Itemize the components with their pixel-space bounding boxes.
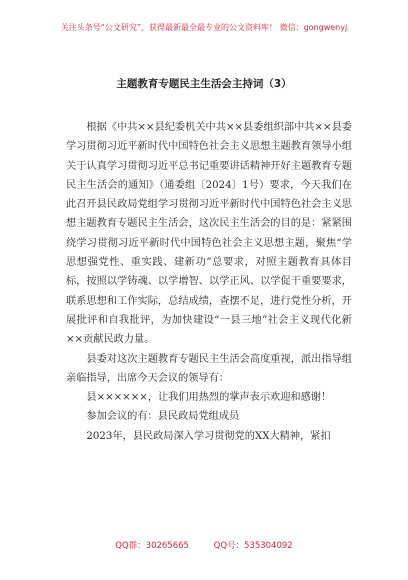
footer-qq-group: QQ群：30265665 xyxy=(115,541,189,551)
body-paragraph: 根据《中共××县纪委机关中共××县委组织部中共××县委学习贯彻习近平新时代中国特色社会主义思想主题教育领导小组关于认真学习贯彻习近平总书记重要讲话精神开好主题教育专题民主生活会的通知》（通委组〔2024〕1号）要求，今天我们在此召开县民政局党组学习贯彻习近平新时代中国特色社会主义思想主题教育专题民主生活会，这次民主生活会的目的是：紧紧围绕学习贯彻习近平新时代中国特色社会主义思想主题，聚焦“学思想强党性、重实践、建新功”总要求，对照主题教育具体目标，按照以学铸魂、以学增智、以学正风、以学促干重要要求，联系思想和工作实际，总结成绩，查摆不足，进行党性分析，开展批评和自我批评，为加快建设“一县三地”社会主义现代化新××贡献民政力量。 xyxy=(66,122,352,346)
body-paragraph: 2023年，县民政局深入学习贯彻党的XX大精神，紧扣 xyxy=(86,430,331,442)
document-title: 主题教育专题民主生活会主持词（3） xyxy=(116,78,292,90)
body-paragraph: 县委对这次主题教育专题民主生活会高度重视，派出指导组亲临指导，出席今天会议的领导有： xyxy=(66,353,352,384)
footer-contact xyxy=(0,539,408,551)
header-promo-note: 关注头条号“公文研究”，获得最新最全最专业的公文资料库！ 微信：gongwenyj xyxy=(60,23,348,32)
body-paragraph: 县××××××，让我们用热烈的掌声表示欢迎和感谢！ xyxy=(86,392,332,404)
document-body xyxy=(66,118,352,446)
footer-qq-number: QQ号：535304092 xyxy=(213,541,293,551)
body-paragraph: 参加会议的有：县民政局党组成员 xyxy=(86,411,240,423)
